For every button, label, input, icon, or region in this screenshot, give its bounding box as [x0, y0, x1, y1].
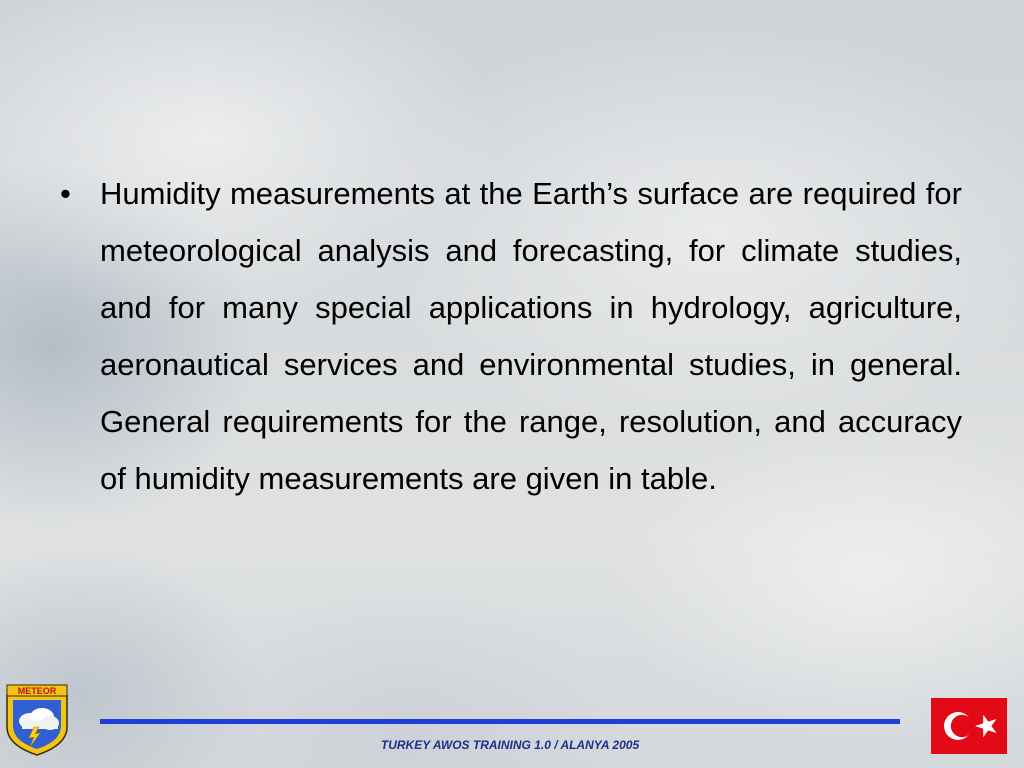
bullet-icon: • — [60, 176, 71, 211]
meteor-label: METEOR — [17, 686, 57, 696]
bullet-text: Humidity measurements at the Earth’s surface are required for meteorological analysis and forecasting, for climate studies, and for many special applications in hydrology, agriculture, aeronautical services and environmental studies, in general. General requirements for the range, resolution, and accuracy of humidity measurements are given in table. — [100, 176, 962, 496]
turkey-flag-icon — [931, 698, 1007, 754]
bullet-item — [60, 165, 962, 507]
meteor-emblem-icon — [4, 683, 70, 757]
slide-body — [60, 165, 962, 507]
footer-text: TURKEY AWOS TRAINING 1.0 / ALANYA 2005 — [380, 738, 640, 752]
footer-rule — [100, 719, 900, 724]
